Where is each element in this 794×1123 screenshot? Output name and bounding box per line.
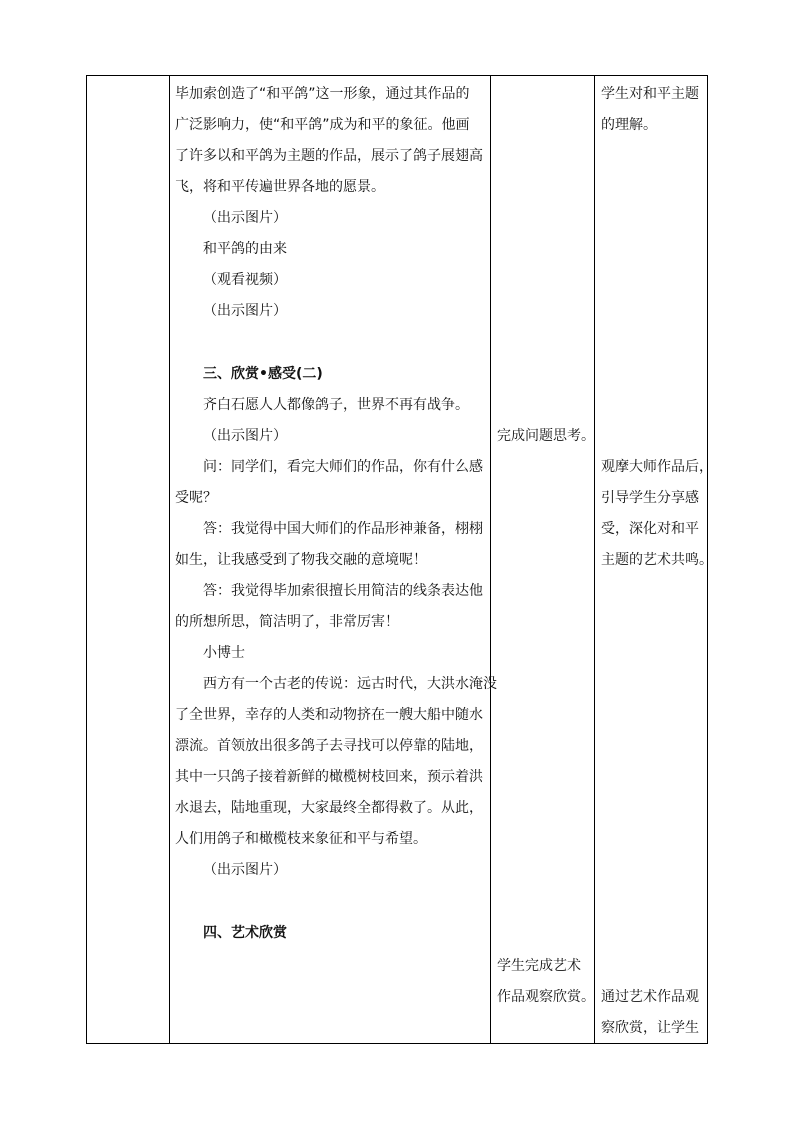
text-line: 小博士: [203, 645, 245, 661]
text-line: 水退去，陆地重现，大家最终全都得救了。从此，: [175, 800, 483, 816]
text-line: 人们用鸽子和橄榄枝来象征和平与希望。: [175, 831, 427, 847]
text-line: 学生对和平主题: [601, 86, 699, 102]
text-line: 引导学生分享感: [601, 490, 699, 506]
text-line: （出示图片）: [203, 428, 287, 444]
text-line: 学生完成艺术: [497, 958, 581, 974]
teacher-activity-cell: [169, 76, 497, 1043]
lesson-plan-table: [86, 75, 713, 1044]
text-line: （出示图片）: [203, 210, 287, 226]
text-line: 通过艺术作品观: [601, 989, 699, 1005]
text-line: 主题的艺术共鸣。: [601, 552, 713, 568]
text-line: 完成问题思考。: [497, 428, 595, 444]
text-line: 了许多以和平鸽为主题的作品，展示了鸽子展翅高: [175, 148, 483, 164]
text-line: 其中一只鸽子接着新鲜的橄榄树枝回来，预示着洪: [175, 769, 483, 785]
text-line: （出示图片）: [203, 862, 287, 878]
text-line: （观看视频）: [203, 272, 287, 288]
text-line: 的理解。: [601, 117, 657, 133]
text-line: 了全世界，幸存的人类和动物挤在一艘大船中随水: [175, 707, 483, 723]
text-line: 齐白石愿人人都像鸽子，世界不再有战争。: [203, 397, 469, 413]
design-intent-cell: [594, 76, 713, 1043]
text-line: 西方有一个古老的传说：远古时代，大洪水淹没: [203, 676, 497, 692]
text-line: 的所想所思，简洁明了，非常厉害！: [175, 614, 399, 630]
text-line: 漂流。首领放出很多鸽子去寻找可以停靠的陆地，: [175, 738, 483, 754]
text-line: 受，深化对和平: [601, 521, 699, 537]
section-heading: 四、艺术欣赏: [203, 925, 287, 941]
text-line: （出示图片）: [203, 303, 287, 319]
text-line: 问：同学们，看完大师们的作品，你有什么感: [203, 459, 483, 475]
text-line: 如生，让我感受到了物我交融的意境呢！: [175, 552, 427, 568]
text-line: 广泛影响力，使“和平鸽”成为和平的象征。他画: [175, 117, 470, 133]
text-line: 答：我觉得中国大师们的作品形神兼备，栩栩: [203, 521, 483, 537]
text-line: 毕加索创造了“和平鸽”这一形象，通过其作品的: [175, 86, 470, 102]
text-line: 作品观察欣赏。: [497, 989, 595, 1005]
section-heading: 三、欣赏•感受(二): [203, 366, 323, 382]
text-line: 察欣赏，让学生: [601, 1020, 699, 1036]
text-line: 答：我觉得毕加索很擅长用简洁的线条表达他: [203, 583, 483, 599]
text-line: 观摩大师作品后，: [601, 459, 713, 475]
stage-cell: [87, 76, 169, 1043]
text-line: 和平鸽的由来: [203, 241, 287, 257]
student-activity-cell: [490, 76, 594, 1043]
text-line: 飞，将和平传遍世界各地的愿景。: [175, 179, 385, 195]
text-line: 受呢？: [175, 490, 217, 506]
